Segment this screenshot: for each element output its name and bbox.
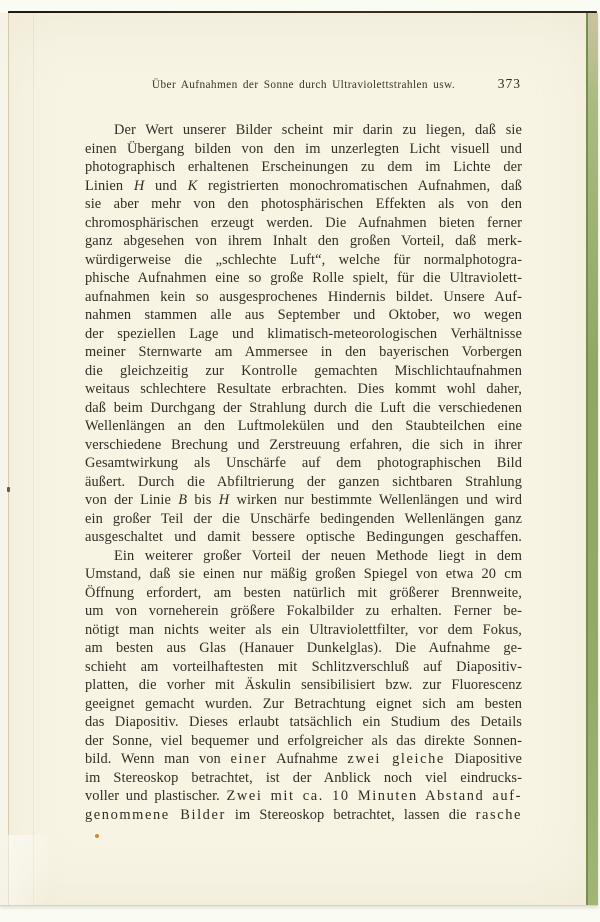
text-block [85,121,522,824]
text-line: von der Linie B bis H wirken nur bestimmte Wellenlängen und wird [85,492,522,508]
text-line: Wellenlängen an den Luftmolekülen und den Staubteilchen eine [85,418,522,434]
text-line: geeignet gemacht wurden. Zur Betrachtung eignet sich am besten [85,695,522,712]
text-line: schieht am vorteilhaftesten mit Schlitzverschluß auf Diapositiv- [85,658,522,675]
text-line: äußert. Durch die Abfiltrierung der ganzen sichtbaren Strahlung [85,473,522,490]
text-line: platten, die vorher mit Äskulin sensibilisiert bzw. zur Fluorescenz [85,677,522,693]
text-line: bild. Wenn man von einer Aufnahme zwei gleiche Diapositive [85,751,522,767]
book-page [0,13,598,906]
text-line: der Sonne, viel bequemer und erfolgreicher als das direkte Sonnen- [85,732,522,749]
text-line: die gleichzeitig zur Kontrolle gemachten Mischlichtaufnahmen [85,362,522,379]
text-line: chromosphärischen erzeugt werden. Die Aufnahmen bieten ferner [85,214,522,231]
gutter-line [8,13,9,905]
binding-edge [586,13,598,905]
paper-speck [7,487,10,492]
page-fold [8,835,48,905]
text-line: Der Wert unserer Bilder scheint mir darin zu liegen, daß sie [114,122,522,138]
text-line: das Diapositiv. Dieses erlaubt tatsächlich ein Studium des Details [85,714,522,730]
text-line: Linien H und K registrierten monochromatischen Aufnahmen, daß [85,177,522,194]
text-line: ganz abgesehen von ihrem Inhalt den großen Vorteil, daß merk- [85,233,522,249]
text-line: photographisch erhaltenen Erscheinungen zu dem im Lichte der [85,159,522,175]
text-line: voller und plastischer. Zwei mit ca. 10 Minuten Abstand auf- [85,788,522,804]
paper-speck [95,834,99,838]
text-line: Gesamtwirkung als Unschärfe auf dem photographischen Bild [85,455,522,471]
text-line: nötigt man nichts weiter als ein Ultraviolettfilter, vor dem Fokus, [85,621,522,638]
text-line: nahmen stammen alle aus September und Oktober, wo wegen [85,307,522,323]
text-line: weitaus schlechtere Resultate erbrachten. Dies kommt wohl daher, [85,381,522,397]
text-line: im Stereoskop betrachtet, ist der Anblick noch viel eindrucks- [85,769,522,786]
text-line: genommene Bilder im Stereoskop betrachtet, lassen die rasche [85,806,522,823]
text-line: der speziellen Lage und klimatisch-meteorologischen Verhältnisse [85,325,522,342]
text-line: Ein weiterer großer Vorteil der neuen Methode liegt in dem [114,547,522,564]
text-line: verschiedene Brechung und Zerstreuung erfahren, die sich in ihrer [85,436,522,453]
text-line: einen Übergang bilden von den im unzerlegten Licht visuell und [85,140,522,157]
running-head [85,76,522,91]
text-line: ein großer Teil der die Unschärfe bedingenden Wellenlängen ganz [85,510,522,527]
text-line: ausgeschaltet und damit bessere optische Bedingungen geschaffen. [85,529,522,545]
text-line: Umstand, daß sie einen nur mäßig großen Spiegel von etwa 20 cm [85,566,522,582]
text-line: phische Aufnahmen eine so große Rolle spielt, für die Ultraviolett- [85,270,522,286]
page-number: 373 [497,76,521,91]
text-line: würdigerweise die „schlechte Luft“, welche für normalphotogra- [85,251,522,268]
text-line: um von vorneherein größere Fokalbilder zu erhalten. Ferner be- [85,603,522,619]
paper-crease [33,13,34,905]
text-line: meiner Sternwarte am Ammersee in den bayerischen Vorbergen [85,344,522,360]
text-line: daß beim Durchgang der Strahlung durch die Luft die verschiedenen [85,399,522,416]
text-line: am besten aus Glas (Hanauer Dunkelglas). Die Aufnahme ge- [85,640,522,656]
gutter-highlight [0,13,8,905]
text-line: sie aber mehr von den photosphärischen Effekten als von den [85,196,522,212]
running-head-title: Über Aufnahmen der Sonne durch Ultraviolettstrahlen usw. [151,79,456,91]
text-line: Öffnung erfordert, am besten natürlich mit größerer Brennweite, [85,584,522,601]
text-line: aufnahmen kein so ausgesprochenes Hindernis bildet. Unsere Auf- [85,288,522,305]
